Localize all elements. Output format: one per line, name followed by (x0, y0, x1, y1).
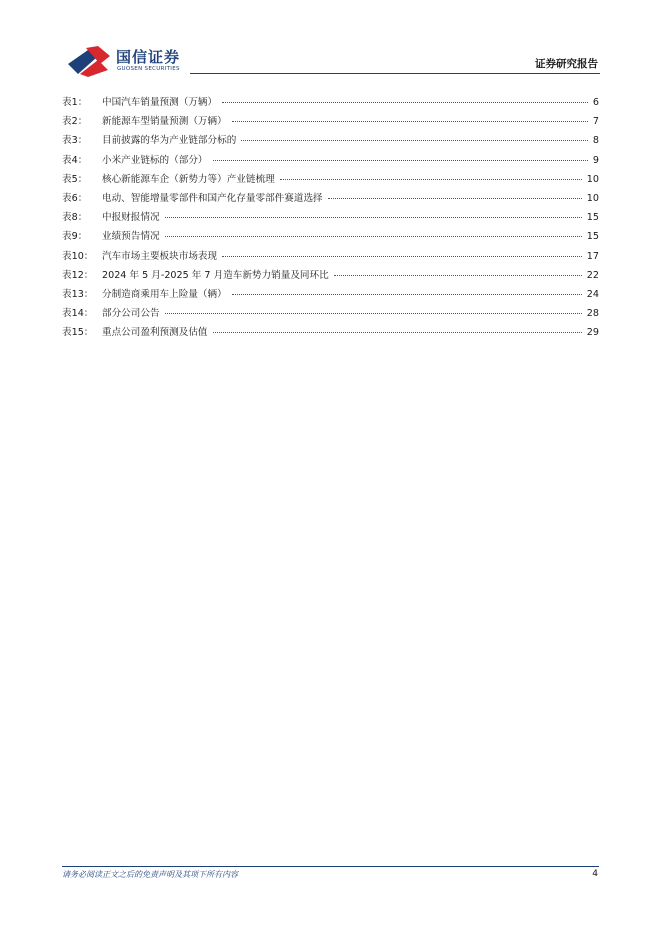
toc-dot-leader (232, 121, 588, 122)
toc-dot-leader (165, 236, 582, 237)
toc-entry[interactable] (62, 209, 599, 228)
toc-entry-label: 表3： (62, 135, 88, 147)
toc-entry-label: 表10： (62, 250, 94, 262)
toc-entry[interactable] (62, 113, 599, 132)
toc-entry-label: 表6： (62, 192, 88, 204)
toc-entry[interactable] (62, 267, 599, 286)
toc-entry-title: 业绩预告情况 (102, 231, 160, 243)
toc-dot-leader (328, 198, 582, 199)
toc-entry-title: 小米产业链标的（部分） (102, 154, 208, 166)
toc-dot-leader (280, 179, 582, 180)
toc-entry-label: 表12： (62, 269, 94, 281)
logo-english-name: GUOSEN SECURITIES (117, 66, 180, 72)
toc-entry-label: 表9： (62, 231, 88, 243)
page-header (0, 0, 662, 90)
toc-entry-label: 表14： (62, 308, 94, 320)
page-number: 4 (592, 869, 598, 879)
toc-entry-page: 15 (586, 212, 599, 224)
toc-entry[interactable] (62, 248, 599, 267)
toc-dot-leader (241, 140, 588, 141)
footer-divider (62, 866, 599, 867)
toc-entry-label: 表2： (62, 116, 88, 128)
toc-entry-page: 28 (586, 308, 599, 320)
logo-chinese-name: 国信证券 (116, 48, 181, 66)
toc-entry-page: 22 (586, 269, 599, 281)
toc-dot-leader (334, 275, 582, 276)
toc-entry-page: 10 (586, 192, 599, 204)
toc-dot-leader (213, 332, 582, 333)
toc-dot-leader (165, 217, 582, 218)
toc-entry-title: 2024 年 5 月-2025 年 7 月造车新势力销量及同环比 (102, 269, 329, 281)
report-type-label: 证券研究报告 (535, 58, 598, 70)
table-of-tables (62, 94, 599, 343)
toc-entry-title: 中国汽车销量预测（万辆） (102, 97, 218, 108)
toc-entry-title: 中报财报情况 (102, 212, 160, 224)
toc-entry[interactable] (62, 305, 599, 324)
toc-entry-page: 7 (592, 116, 599, 128)
toc-entry-title: 目前披露的华为产业链部分标的 (102, 135, 237, 147)
toc-entry-page: 24 (586, 288, 599, 300)
toc-entry[interactable] (62, 190, 599, 209)
toc-dot-leader (222, 102, 588, 103)
toc-entry-title: 核心新能源车企（新势力等）产业链梳理 (102, 173, 275, 185)
toc-entry-title: 部分公司公告 (102, 308, 160, 320)
toc-dot-leader (165, 313, 582, 314)
toc-dot-leader (232, 294, 582, 295)
toc-entry-title: 汽车市场主要板块市场表现 (102, 250, 218, 262)
toc-entry-title: 新能源车型销量预测（万辆） (102, 116, 227, 128)
footer-disclaimer: 请务必阅读正文之后的免责声明及其项下所有内容 (62, 870, 238, 879)
toc-entry-label: 表13： (62, 288, 94, 300)
toc-entry-page: 6 (592, 97, 599, 108)
toc-entry[interactable] (62, 132, 599, 151)
toc-entry-title: 分制造商乘用车上险量（辆） (102, 288, 227, 300)
toc-entry-label: 表8： (62, 212, 88, 224)
toc-entry[interactable] (62, 286, 599, 305)
toc-entry-label: 表1： (62, 97, 88, 108)
toc-entry-label: 表4： (62, 154, 88, 166)
toc-entry-page: 8 (592, 135, 599, 147)
toc-entry-label: 表15： (62, 327, 94, 339)
guosen-logo-mark-icon (66, 44, 112, 78)
toc-entry[interactable] (62, 228, 599, 247)
toc-dot-leader (222, 256, 582, 257)
header-divider (190, 73, 600, 74)
toc-entry-title: 电动、智能增量零部件和国产化存量零部件赛道选择 (102, 192, 323, 204)
toc-entry-page: 10 (586, 173, 599, 185)
toc-entry[interactable] (62, 171, 599, 190)
guosen-logo (66, 44, 196, 80)
toc-entry-label: 表5： (62, 173, 88, 185)
toc-entry[interactable] (62, 94, 599, 113)
toc-entry-page: 17 (586, 250, 599, 262)
toc-entry-title: 重点公司盈利预测及估值 (102, 327, 208, 339)
toc-entry-page: 15 (586, 231, 599, 243)
toc-entry[interactable] (62, 324, 599, 343)
toc-entry[interactable] (62, 152, 599, 171)
toc-dot-leader (213, 160, 588, 161)
toc-entry-page: 29 (586, 327, 599, 339)
toc-entry-page: 9 (592, 154, 599, 166)
